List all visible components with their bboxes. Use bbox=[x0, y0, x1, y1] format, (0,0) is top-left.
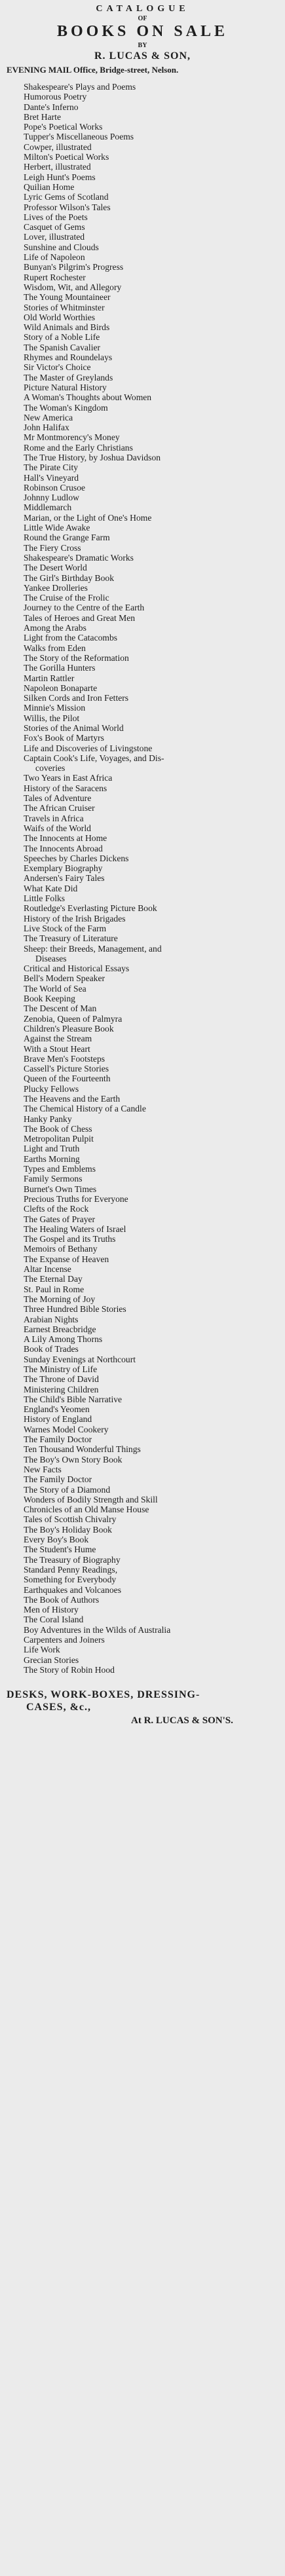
book-title: Willis, the Pilot bbox=[24, 713, 80, 723]
seller-address: EVENING MAIL Office, Bridge-street, Nelson. bbox=[7, 65, 179, 75]
book-title: Life and Discoveries of Livingstone bbox=[24, 743, 153, 753]
book-title: The Eternal Day bbox=[24, 1274, 83, 1284]
book-title: Life of Napoleon bbox=[24, 252, 85, 263]
book-title: Book Keeping bbox=[24, 994, 75, 1004]
book-title: Professor Wilson's Tales bbox=[24, 202, 111, 212]
footer-line-3: At R. LUCAS & SON'S. bbox=[131, 1715, 233, 1727]
book-title: Waifs of the World bbox=[24, 823, 91, 833]
book-title: Earths Morning bbox=[24, 1153, 80, 1164]
book-title: Altar Incense bbox=[24, 1264, 71, 1275]
footer-line-2: CASES, &c., bbox=[26, 1702, 92, 1713]
book-title: Tales of Adventure bbox=[24, 793, 92, 804]
book-title: Queen of the Fourteenth bbox=[24, 1073, 111, 1084]
book-title: The Story of a Diamond bbox=[24, 1484, 111, 1495]
book-title: Little Wide Awake bbox=[24, 523, 90, 533]
book-title: History of the Saracens bbox=[24, 783, 107, 793]
book-title: Earnest Breacbridge bbox=[24, 1324, 96, 1334]
seller-name: R. LUCAS & SON, bbox=[94, 50, 191, 62]
book-title: Lover, illustrated bbox=[24, 232, 85, 242]
book-title: Book of Trades bbox=[24, 1344, 79, 1354]
book-title: Dante's Inferno bbox=[24, 102, 79, 112]
book-title: St. Paul in Rome bbox=[24, 1284, 85, 1294]
book-title: John Halifax bbox=[24, 422, 69, 433]
book-title: Speeches by Charles Dickens bbox=[24, 853, 129, 863]
book-title: Standard Penny Readings, bbox=[24, 1564, 118, 1575]
book-title: Sir Victor's Choice bbox=[24, 362, 91, 373]
book-title: Robinson Crusoe bbox=[24, 482, 86, 493]
book-title: Johnny Ludlow bbox=[24, 493, 79, 503]
book-title: Cowper, illustrated bbox=[24, 141, 92, 152]
book-title: The Descent of Man bbox=[24, 1003, 97, 1014]
footer-line-1: DESKS, WORK-BOXES, DRESSING- bbox=[7, 1689, 200, 1701]
book-title: Story of a Noble Life bbox=[24, 332, 100, 343]
book-title: The Coral Island bbox=[24, 1615, 84, 1625]
book-title: Martin Rattler bbox=[24, 673, 75, 683]
book-title: Cassell's Picture Stories bbox=[24, 1064, 109, 1074]
book-title: The Girl's Birthday Book bbox=[24, 572, 114, 583]
book-title: The Healing Waters of Israel bbox=[24, 1223, 126, 1234]
book-title: Old World Worthies bbox=[24, 312, 96, 322]
book-title: Tales of Heroes and Great Men bbox=[24, 612, 136, 623]
book-title: The Master of Greylands bbox=[24, 372, 113, 383]
book-title: The Woman's Kingdom bbox=[24, 402, 108, 413]
main-heading: BOOKS ON SALE bbox=[56, 23, 229, 40]
book-title: Pope's Poetical Works bbox=[24, 122, 103, 132]
book-title: The World of Sea bbox=[24, 983, 86, 994]
book-title: Round the Grange Farm bbox=[24, 532, 110, 543]
book-title: Exemplary Biography bbox=[24, 863, 103, 874]
book-title: Three Hundred Bible Stories bbox=[24, 1304, 126, 1315]
book-title: Fox's Book of Martyrs bbox=[24, 733, 104, 743]
book-title: Bunyan's Pilgrim's Progress bbox=[24, 262, 124, 272]
book-title: Warnes Model Cookery bbox=[24, 1424, 109, 1434]
book-title: Napoleon Bonaparte bbox=[24, 682, 98, 693]
book-title: Leigh Hunt's Poems bbox=[24, 172, 96, 182]
book-title: England's Yeomen bbox=[24, 1404, 90, 1415]
book-title: Ministering Children bbox=[24, 1384, 99, 1394]
book-title: Yankee Drolleries bbox=[24, 582, 88, 593]
book-title: The African Cruiser bbox=[24, 803, 95, 813]
book-title: Among the Arabs bbox=[24, 623, 86, 633]
book-title: Ten Thousand Wonderful Things bbox=[24, 1444, 141, 1455]
book-title: Every Boy's Book bbox=[24, 1535, 89, 1545]
book-title: Bell's Modern Speaker bbox=[24, 973, 105, 984]
book-title: Children's Pleasure Book bbox=[24, 1023, 114, 1034]
book-title-continuation: coveries bbox=[35, 763, 66, 774]
book-list bbox=[0, 82, 285, 1675]
book-title: Memoirs of Bethany bbox=[24, 1244, 98, 1254]
book-title: The Ministry of Life bbox=[24, 1364, 98, 1374]
book-title: Wisdom, Wit, and Allegory bbox=[24, 282, 122, 292]
book-title: Tupper's Miscellaneous Poems bbox=[24, 132, 134, 142]
book-title: Clefts of the Rock bbox=[24, 1204, 89, 1214]
book-title: Metropolitan Pulpit bbox=[24, 1134, 94, 1144]
book-title: Routledge's Everlasting Picture Book bbox=[24, 903, 157, 914]
book-title: Types and Emblems bbox=[24, 1164, 96, 1174]
book-title: Stories of Whitminster bbox=[24, 302, 105, 312]
book-title: Against the Stream bbox=[24, 1034, 92, 1044]
book-title: Tales of Scottish Chivalry bbox=[24, 1514, 117, 1525]
book-title: Sunshine and Clouds bbox=[24, 242, 99, 252]
book-title: The Book of Chess bbox=[24, 1123, 92, 1134]
book-title: Mr Montmorency's Money bbox=[24, 432, 120, 443]
book-title: What Kate Did bbox=[24, 883, 78, 893]
book-title: The Child's Bible Narrative bbox=[24, 1394, 123, 1404]
book-title: The Innocents Abroad bbox=[24, 843, 103, 853]
book-title: The Gates of Prayer bbox=[24, 1214, 96, 1224]
book-title: Brave Men's Footsteps bbox=[24, 1053, 105, 1064]
book-title: The Throne of David bbox=[24, 1374, 99, 1385]
book-title: The Student's Hume bbox=[24, 1544, 96, 1555]
book-title: The Expanse of Heaven bbox=[24, 1254, 109, 1264]
book-title: Rome and the Early Christians bbox=[24, 442, 133, 453]
book-title: Stories of the Animal World bbox=[24, 723, 124, 733]
book-title: The Desert World bbox=[24, 563, 87, 573]
book-title: Sunday Evenings at Northcourt bbox=[24, 1354, 136, 1364]
book-title: A Woman's Thoughts about Women bbox=[24, 392, 152, 403]
book-title: Family Sermons bbox=[24, 1174, 83, 1184]
book-title: The Boy's Own Story Book bbox=[24, 1454, 123, 1465]
book-title: Light and Truth bbox=[24, 1144, 80, 1154]
book-title: Quilian Home bbox=[24, 181, 75, 192]
book-title: Bret Harte bbox=[24, 111, 61, 122]
book-title: History of England bbox=[24, 1414, 92, 1425]
catalogue-header bbox=[0, 0, 285, 75]
book-title: Lives of the Poets bbox=[24, 212, 88, 222]
book-title: Shakespeare's Dramatic Works bbox=[24, 552, 134, 563]
book-title: Carpenters and Joiners bbox=[24, 1635, 105, 1645]
book-title: The Fiery Cross bbox=[24, 542, 81, 553]
book-title: Andersen's Fairy Tales bbox=[24, 873, 105, 884]
book-title: The Gospel and its Truths bbox=[24, 1234, 116, 1244]
book-title: The Family Doctor bbox=[24, 1474, 92, 1485]
book-title: The Heavens and the Earth bbox=[24, 1093, 121, 1104]
book-title: Zenobia, Queen of Palmyra bbox=[24, 1013, 123, 1024]
book-title: The Young Mountaineer bbox=[24, 292, 111, 303]
book-title: Life Work bbox=[24, 1645, 60, 1655]
book-title: Sheep: their Breeds, Management, and bbox=[24, 943, 162, 954]
book-title: Hall's Vineyard bbox=[24, 472, 79, 483]
book-title: Herbert, illustrated bbox=[24, 162, 91, 172]
book-title: Critical and Historical Essays bbox=[24, 963, 130, 974]
book-title: Burnet's Own Times bbox=[24, 1184, 97, 1194]
book-title: The Spanish Cavalier bbox=[24, 342, 101, 352]
book-title: Shakespeare's Plays and Poems bbox=[24, 82, 136, 92]
book-title: Travels in Africa bbox=[24, 813, 84, 823]
book-title: Little Folks bbox=[24, 893, 66, 904]
book-title: Chronicles of an Old Manse House bbox=[24, 1504, 149, 1515]
book-title: Wonders of Bodily Strength and Skill bbox=[24, 1494, 158, 1504]
book-title: Captain Cook's Life, Voyages, and Dis- bbox=[24, 753, 164, 763]
book-title: Plucky Fellows bbox=[24, 1083, 79, 1094]
book-title: Two Years in East Africa bbox=[24, 773, 113, 783]
book-title: The Treasury of Biography bbox=[24, 1554, 121, 1565]
book-title: History of the Irish Brigades bbox=[24, 913, 126, 924]
book-title: Wild Animals and Birds bbox=[24, 322, 110, 333]
book-title: The Boy's Holiday Book bbox=[24, 1524, 112, 1535]
book-title: The Innocents at Home bbox=[24, 833, 107, 844]
book-title: Casquet of Gems bbox=[24, 222, 85, 233]
book-title: The Story of the Reformation bbox=[24, 652, 129, 663]
book-title: The Morning of Joy bbox=[24, 1294, 96, 1304]
book-title: With a Stout Heart bbox=[24, 1043, 90, 1054]
book-title: Silken Cords and Iron Fetters bbox=[24, 693, 129, 703]
advert-footer bbox=[0, 1689, 285, 1727]
book-title-continuation: Diseases bbox=[35, 953, 67, 963]
book-title: Journey to the Centre of the Earth bbox=[24, 603, 145, 613]
book-title: Walks from Eden bbox=[24, 643, 86, 653]
book-title: Rhymes and Roundelays bbox=[24, 352, 113, 363]
book-title: The Story of Robin Hood bbox=[24, 1664, 115, 1675]
book-title: A Lily Among Thorns bbox=[24, 1334, 103, 1345]
book-title: New America bbox=[24, 412, 73, 422]
book-title: The Treasury of Literature bbox=[24, 933, 118, 944]
book-title: Earthquakes and Volcanoes bbox=[24, 1584, 121, 1595]
book-title: Light from the Catacombs bbox=[24, 633, 118, 643]
by-label: BY bbox=[138, 42, 147, 49]
book-title: Milton's Poetical Works bbox=[24, 152, 109, 162]
book-title: New Facts bbox=[24, 1464, 62, 1474]
book-title: Live Stock of the Farm bbox=[24, 923, 107, 933]
of-label: OF bbox=[138, 15, 147, 22]
book-title: Lyric Gems of Scotland bbox=[24, 192, 109, 202]
book-title: Precious Truths for Everyone bbox=[24, 1193, 128, 1204]
book-title: Marian, or the Light of One's Home bbox=[24, 512, 152, 523]
book-title: Men of History bbox=[24, 1605, 79, 1615]
book-title: Hanky Panky bbox=[24, 1113, 72, 1124]
book-title: The True History, by Joshua Davidson bbox=[24, 452, 161, 462]
book-title: Something for Everybody bbox=[24, 1575, 117, 1585]
book-title: The Family Doctor bbox=[24, 1434, 92, 1445]
book-title: Boy Adventures in the Wilds of Australia bbox=[24, 1624, 171, 1635]
book-title: The Pirate City bbox=[24, 462, 79, 473]
catalogue-title: CATALOGUE bbox=[96, 4, 189, 14]
book-title: Minnie's Mission bbox=[24, 703, 86, 713]
book-title: The Gorilla Hunters bbox=[24, 663, 96, 673]
book-title: Middlemarch bbox=[24, 502, 72, 513]
book-title: Picture Natural History bbox=[24, 382, 107, 392]
book-title: Grecian Stories bbox=[24, 1654, 79, 1665]
book-title: The Book of Authors bbox=[24, 1594, 100, 1605]
book-title: The Cruise of the Frolic bbox=[24, 593, 109, 603]
book-title: Arabian Nights bbox=[24, 1314, 79, 1324]
book-title: The Chemical History of a Candle bbox=[24, 1104, 146, 1114]
book-title: Rupert Rochester bbox=[24, 272, 86, 282]
book-title: Humorous Poetry bbox=[24, 92, 87, 102]
